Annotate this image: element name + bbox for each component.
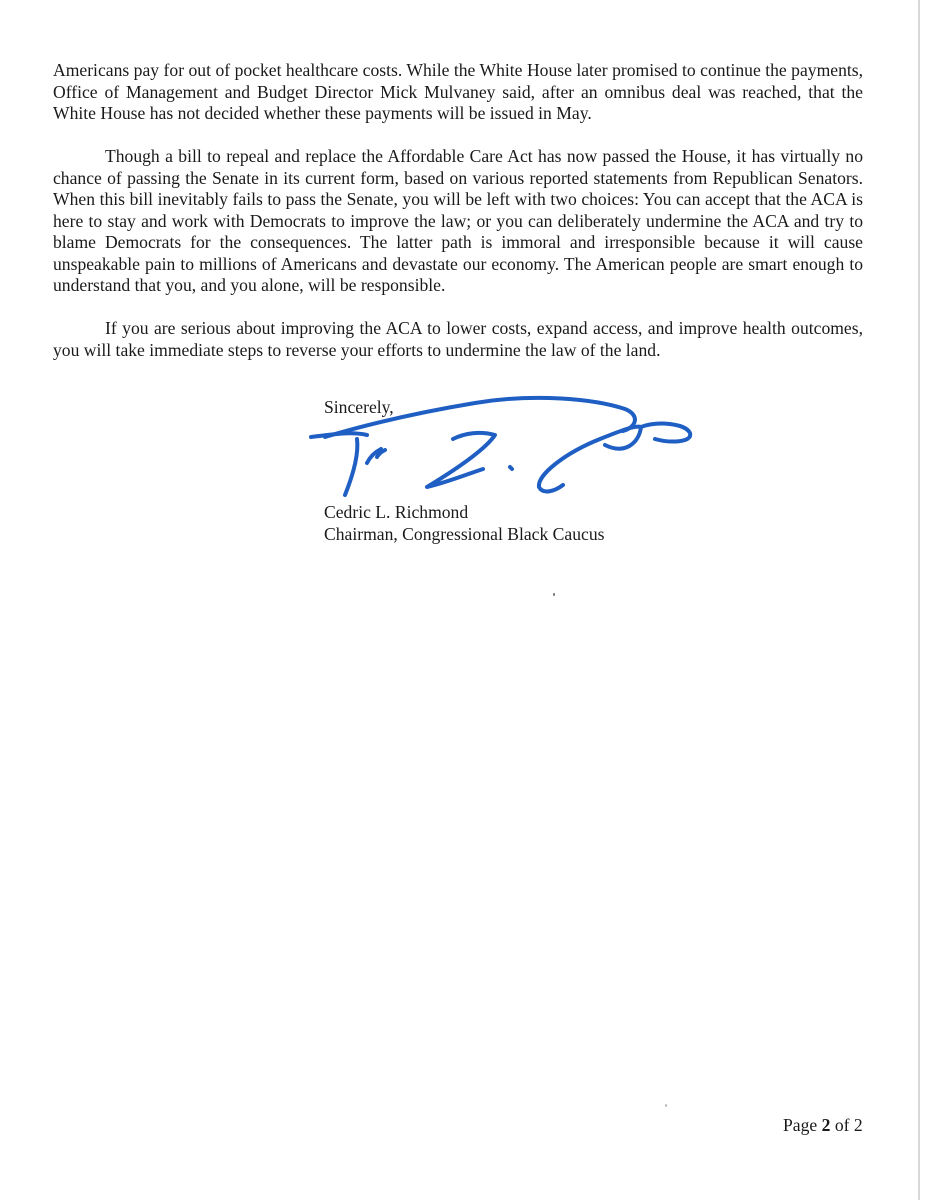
page-prefix: Page: [783, 1115, 818, 1135]
page-number: [783, 1115, 863, 1136]
letter-body: [53, 60, 863, 383]
closing-salutation: Sincerely,: [324, 397, 394, 417]
scan-speck: [553, 593, 555, 596]
signer-block: [324, 502, 604, 545]
paragraph-3: If you are serious about improving the ACA to lower costs, expand access, and improve health outcomes, you will take immediate steps to reverse your efforts to undermine the law of the land.: [53, 318, 863, 360]
signer-title: Chairman, Congressional Black Caucus: [324, 523, 605, 544]
scan-edge-line: [918, 0, 920, 1200]
page-total: 2: [853, 1115, 863, 1135]
paragraph-2: Though a bill to repeal and replace the Affordable Care Act has now passed the House, it has virtually no chance of passing the Senate in its current form, based on various reported statements from Republican Senators. When this bill inevitably fails to pass the Senate, you will be left with two choices: You can accept that the ACA is here to stay and work with Democrats to improve the law; or you can deliberately undermine the ACA and try to blame Democrats for the consequences. The latter path is immoral and irresponsible because it will cause unspeakable pain to millions of Americans and devastate our economy. The American people are smart enough to understand that you, and you alone, will be responsible.: [53, 146, 863, 295]
signer-name: Cedric L. Richmond: [324, 502, 469, 522]
handwritten-signature: [305, 395, 705, 505]
page-separator: of: [834, 1115, 850, 1135]
page-current: 2: [821, 1115, 831, 1135]
paragraph-1: Americans pay for out of pocket healthcare costs. While the White House later promised to continue the payments, Office of Management and Budget Director Mick Mulvaney said, after an omnibus deal was reached, that the White House has not decided whether these payments will be issued in May.: [53, 60, 863, 123]
scan-speck: [665, 1104, 667, 1107]
